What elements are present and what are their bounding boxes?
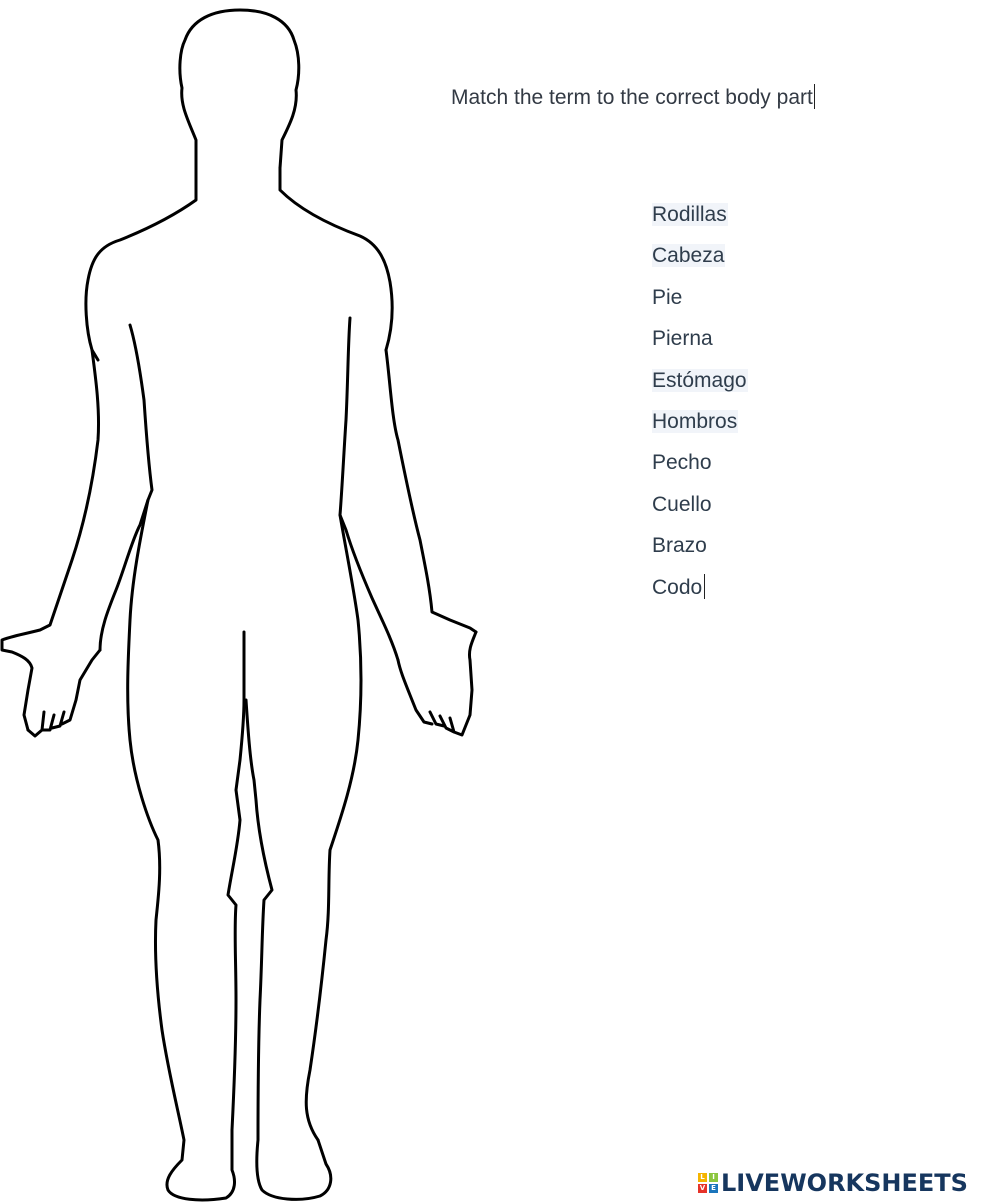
logo-blocks-icon (698, 1173, 718, 1193)
term-item-hombros[interactable] (652, 407, 748, 448)
term-item-pie[interactable] (652, 283, 748, 324)
logo-block: V (699, 1184, 706, 1192)
liveworksheets-logo (698, 1168, 968, 1198)
term-item-cuello[interactable] (652, 490, 748, 531)
term-label[interactable]: Cabeza (652, 244, 725, 268)
term-item-codo[interactable] (652, 573, 748, 614)
logo-block: I (709, 1173, 718, 1182)
term-label[interactable]: Brazo (652, 534, 707, 558)
instruction-label: Match the term to the correct body part (451, 86, 813, 109)
term-item-cabeza[interactable] (652, 241, 748, 282)
text-caret (704, 574, 705, 599)
term-label[interactable]: Estómago (652, 368, 747, 392)
human-body-outline-icon (0, 0, 480, 1204)
term-label[interactable]: Hombros (652, 409, 738, 433)
text-caret (814, 84, 815, 109)
logo-block: E (709, 1184, 718, 1193)
term-item-brazo[interactable] (652, 531, 748, 572)
term-label[interactable]: Pecho (652, 451, 712, 475)
term-item-rodillas[interactable] (652, 200, 748, 241)
term-list (652, 200, 748, 614)
term-item-pecho[interactable] (652, 448, 748, 489)
term-label[interactable]: Pierna (652, 327, 713, 351)
term-item-pierna[interactable] (652, 324, 748, 365)
term-item-estomago[interactable] (652, 366, 748, 407)
logo-block: L (698, 1173, 707, 1182)
term-label[interactable]: Codo (652, 575, 703, 599)
instruction-text (451, 84, 815, 110)
term-label[interactable]: Cuello (652, 492, 712, 516)
term-label[interactable]: Pie (652, 285, 683, 309)
logo-text: LIVEWORKSHEETS (721, 1169, 968, 1197)
term-label[interactable]: Rodillas (652, 203, 727, 226)
